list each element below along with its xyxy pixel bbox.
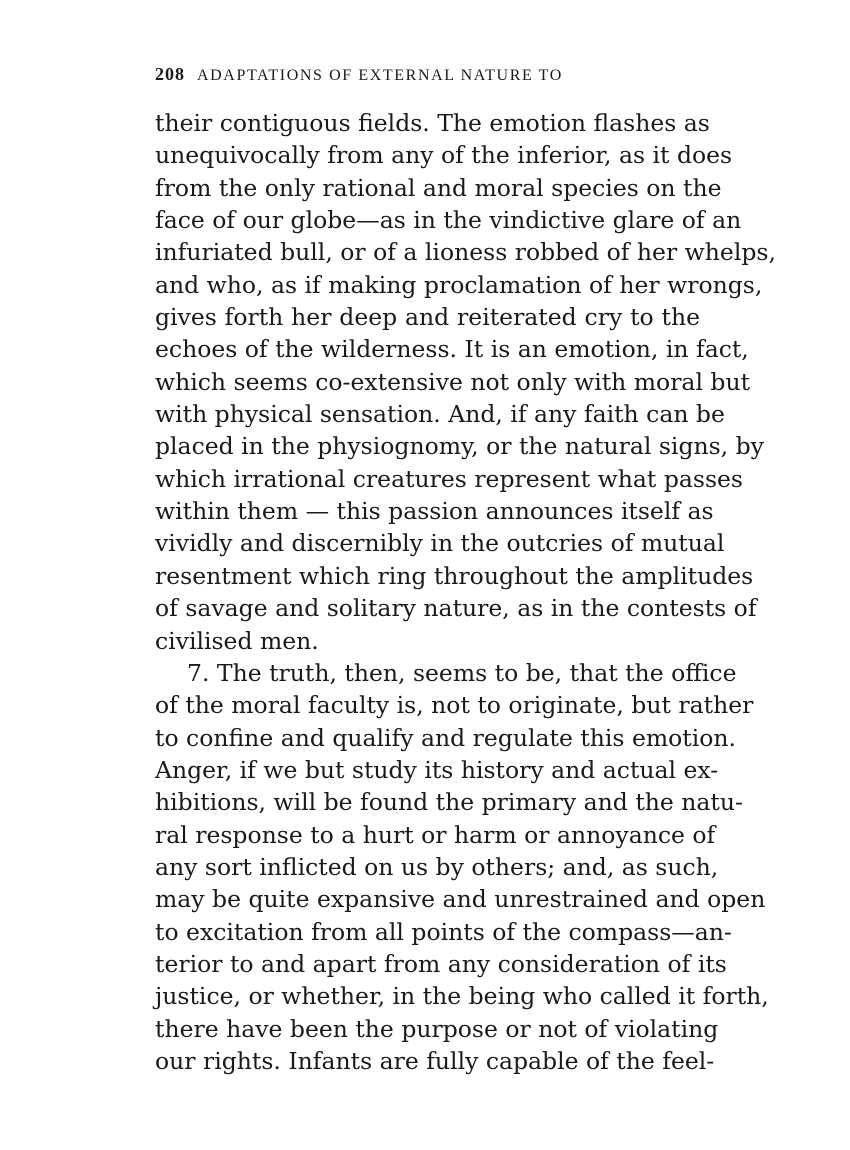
text-line: within them — this passion announces itself as <box>155 497 714 526</box>
text-line: echoes of the wilderness. It is an emotion, in fact, <box>155 335 749 364</box>
body-text <box>155 107 776 1077</box>
text-line: face of our globe—as in the vindictive glare of an <box>155 206 742 235</box>
text-line: resentment which ring throughout the amplitudes <box>155 561 754 590</box>
text-line: from the only rational and moral species on the <box>155 173 722 202</box>
text-line: justice, or whether, in the being who called it forth, <box>155 982 769 1011</box>
text-line: hibitions, will be found the primary and the natu- <box>155 788 743 817</box>
text-line: our rights. Infants are fully capable of the feel- <box>155 1046 715 1075</box>
text-line: their contiguous fields. The emotion flashes as <box>155 109 710 137</box>
text-line: placed in the physiognomy, or the natural signs, by <box>155 432 764 461</box>
text-line: of savage and solitary nature, as in the contests of <box>155 594 757 623</box>
text-line: which seems co-extensive not only with moral but <box>155 367 751 396</box>
text-line: gives forth her deep and reiterated cry to the <box>155 303 700 332</box>
text-line: of the moral faculty is, not to originate, but rather <box>155 691 754 720</box>
text-line: ral response to a hurt or harm or annoyance of <box>155 820 716 849</box>
text-line: which irrational creatures represent what passes <box>155 464 743 493</box>
text-line: there have been the purpose or not of violating <box>155 1014 719 1043</box>
text-line: to confine and qualify and regulate this emotion. <box>155 723 737 752</box>
text-line: unequivocally from any of the inferior, as it does <box>155 141 733 170</box>
paragraph-start-line: 7. The truth, then, seems to be, that the office <box>187 658 737 687</box>
text-line: with physical sensation. And, if any faith can be <box>155 400 725 429</box>
text-line: vividly and discernibly in the outcries of mutual <box>155 529 725 558</box>
text-line: Anger, if we but study its history and actual ex- <box>155 755 719 784</box>
running-title: ADAPTATIONS OF EXTERNAL NATURE TO <box>197 67 563 84</box>
text-line: to excitation from all points of the compass—an- <box>155 917 732 946</box>
text-line: terior to and apart from any consideration of its <box>155 949 727 978</box>
text-line: any sort inflicted on us by others; and, as such, <box>155 852 719 881</box>
text-line: may be quite expansive and unrestrained and open <box>155 885 766 914</box>
paragraph-end-line: civilised men. <box>155 626 319 655</box>
running-head <box>155 64 700 85</box>
text-line: infuriated bull, or of a lioness robbed of her whelps, <box>155 238 776 267</box>
text-line: and who, as if making proclamation of her wrongs, <box>155 270 763 299</box>
page-number: 208 <box>155 64 185 84</box>
